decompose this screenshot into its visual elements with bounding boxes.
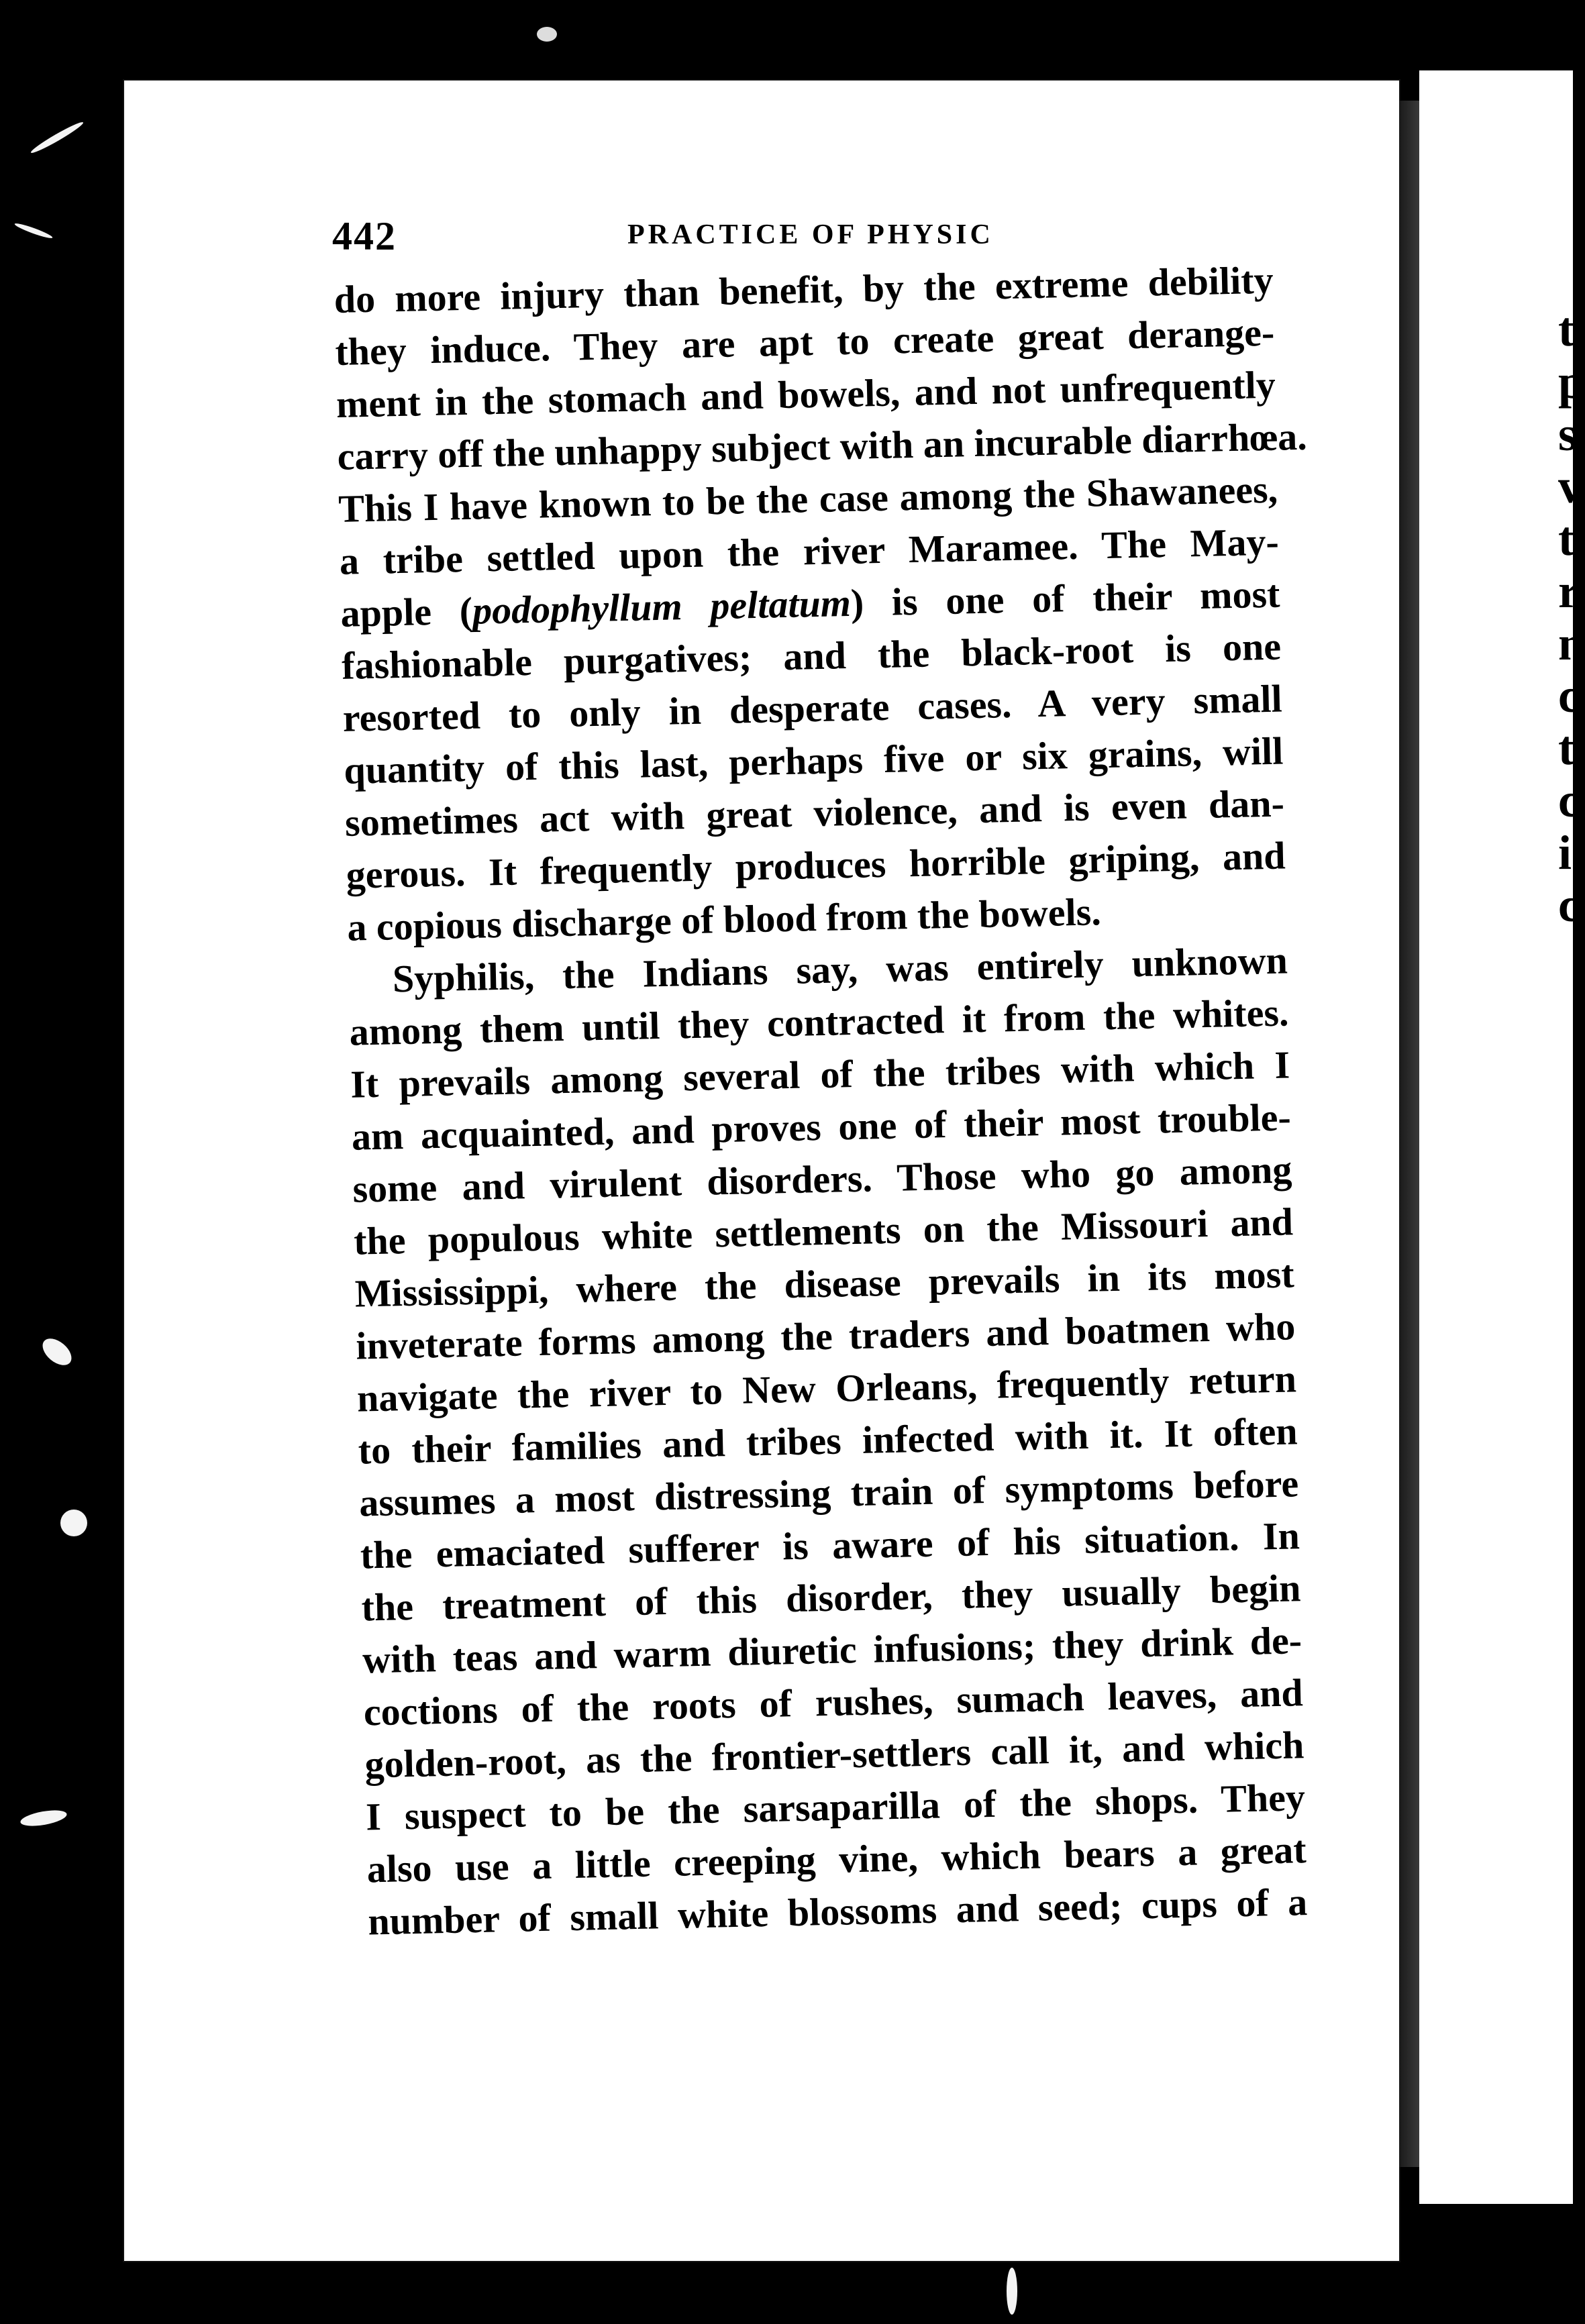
text-line: fashionable purgatives; and the black-root is one bbox=[341, 624, 1282, 688]
text-line: Mississippi, where the disease prevails in its most bbox=[354, 1252, 1295, 1316]
text-line: golden-root, as the frontier-settlers call it, and which bbox=[364, 1723, 1305, 1787]
text-line: inveterate forms among the traders and boatmen who bbox=[355, 1304, 1296, 1368]
facing-page-letter: n bbox=[1558, 617, 1585, 670]
text-line: with teas and warm diuretic infusions; they drink de- bbox=[362, 1618, 1302, 1682]
facing-page-letter: c bbox=[1558, 669, 1580, 723]
text-line: coctions of the roots of rushes, sumach leaves, and bbox=[363, 1671, 1304, 1734]
facing-page-letter: v bbox=[1558, 460, 1582, 513]
text-line: gerous. It frequently produces horrible griping, and bbox=[346, 833, 1286, 897]
facing-page-letter: t bbox=[1558, 512, 1574, 566]
scan-speck bbox=[19, 1807, 68, 1829]
text-line: number of small white blossoms and seed; cups of a bbox=[367, 1880, 1308, 1944]
text-line: navigate the river to New Orleans, frequently return bbox=[356, 1357, 1297, 1420]
text-line: This I have known to be the case among the Shawanees, bbox=[338, 467, 1278, 531]
botanical-name: podophyllum peltatum bbox=[472, 580, 852, 633]
facing-page-letter: c bbox=[1558, 774, 1580, 827]
text-segment: ) is one of their most bbox=[850, 572, 1280, 625]
text-line: do more injury than benefit, by the extreme debility bbox=[334, 258, 1274, 321]
facing-page-letter: c bbox=[1558, 878, 1580, 932]
text-line: also use a little creeping vine, which bears a great bbox=[366, 1828, 1307, 1891]
body-text bbox=[334, 254, 1308, 1948]
scan-speck bbox=[13, 221, 53, 240]
page-number: 442 bbox=[332, 214, 397, 258]
text-line: carry off the unhappy subject with an incurable diarrhœa. bbox=[337, 414, 1308, 478]
text-line: a tribe settled upon the river Maramee. The May- bbox=[339, 519, 1280, 583]
running-head: PRACTICE OF PHYSIC bbox=[627, 219, 994, 250]
facing-page-letter: t bbox=[1558, 303, 1574, 356]
facing-page-edge bbox=[1419, 70, 1573, 2204]
scan-speck bbox=[1007, 2268, 1017, 2315]
facing-page-letter: r bbox=[1558, 564, 1580, 618]
text-line: ment in the stomach and bowels, and not unfrequently bbox=[336, 362, 1276, 426]
facing-page-letter: p bbox=[1558, 355, 1585, 409]
scan-speck bbox=[60, 1510, 87, 1536]
facing-page-letter: i bbox=[1558, 826, 1572, 880]
text-line: they induce. They are apt to create great derange- bbox=[334, 310, 1275, 374]
text-line: am acquainted, and proves one of their most trouble- bbox=[351, 1095, 1292, 1159]
text-line: sometimes act with great violence, and is even dan- bbox=[344, 781, 1285, 845]
facing-page-letter: s bbox=[1558, 407, 1578, 461]
facing-page-letter: t bbox=[1558, 721, 1574, 775]
scan-speck bbox=[38, 1333, 76, 1370]
text-line: It prevails among several of the tribes with which I bbox=[350, 1043, 1290, 1106]
text-segment: apple ( bbox=[340, 588, 473, 635]
text-line: the emaciated sufferer is aware of his situation. In bbox=[360, 1514, 1300, 1577]
text-line: among them until they contracted it from the whites. bbox=[348, 990, 1290, 1054]
text-line: some and virulent disorders. Those who go among bbox=[352, 1147, 1292, 1211]
text-line: resorted to only in desperate cases. A very small bbox=[342, 676, 1283, 740]
text-line: assumes a most distressing train of symptoms before bbox=[358, 1461, 1299, 1525]
text-line: the populous white settlements on the Missouri and bbox=[353, 1200, 1294, 1263]
text-line: I suspect to be the sarsaparilla of the shops. They bbox=[365, 1775, 1306, 1839]
text-line: the treatment of this disorder, they usually begin bbox=[360, 1566, 1302, 1630]
scan-speck bbox=[537, 27, 557, 42]
text-line: to their families and tribes infected with it. It often bbox=[358, 1409, 1298, 1473]
page-header bbox=[332, 213, 1003, 258]
text-line: a copious discharge of blood from the bowels. bbox=[346, 890, 1102, 949]
paragraph-start-line: Syphilis, the Indians say, was entirely unknown bbox=[392, 938, 1288, 1001]
scan-speck bbox=[30, 119, 85, 156]
page-gutter bbox=[1399, 101, 1419, 2167]
text-line: quantity of this last, perhaps five or six grains, will bbox=[343, 729, 1284, 792]
